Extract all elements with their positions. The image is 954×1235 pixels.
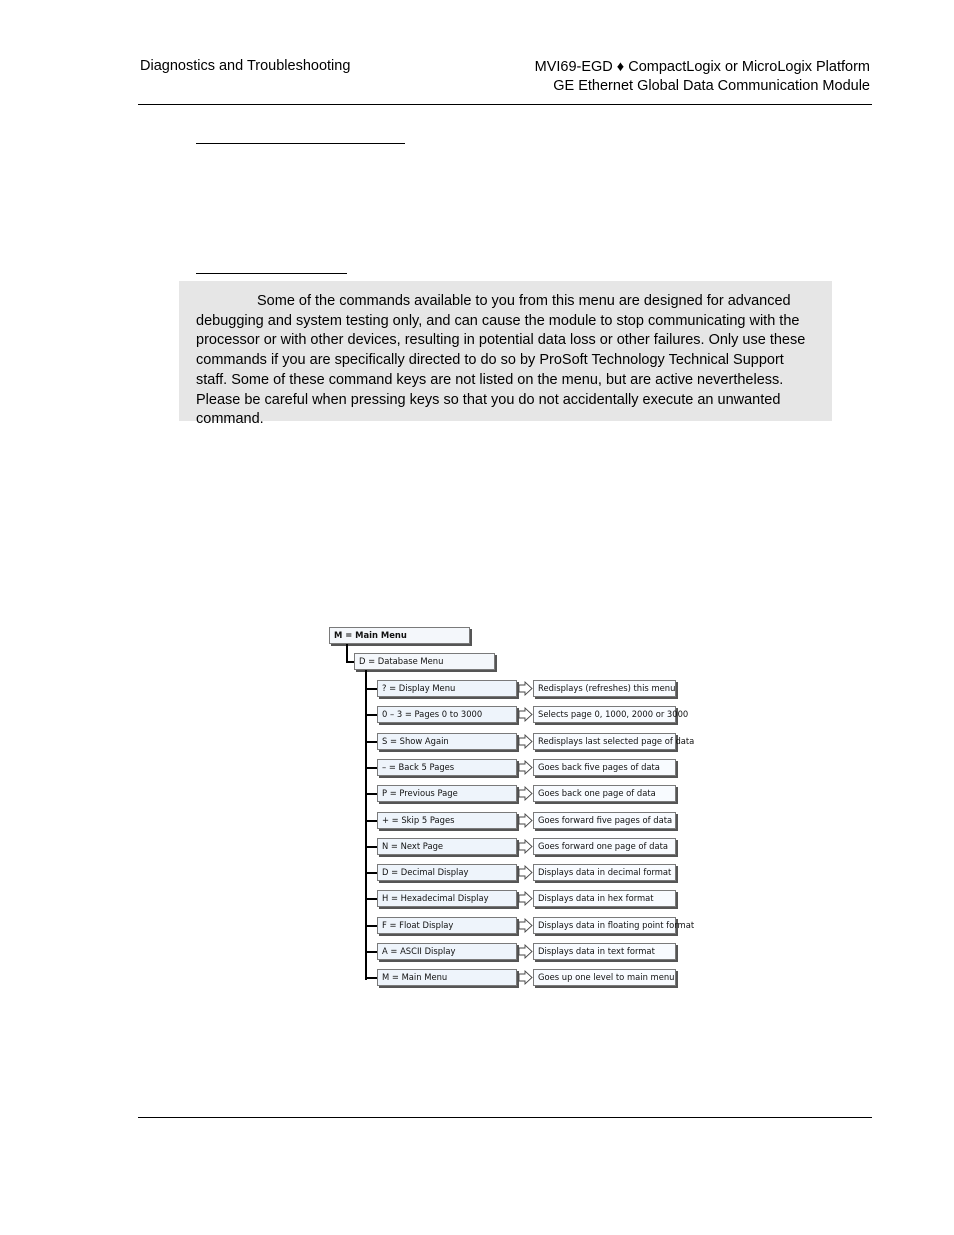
database-menu-node: D = Database Menu [354, 653, 495, 670]
command-description-node: Redisplays (refreshes) this menu [533, 680, 676, 697]
branch-line [365, 820, 377, 822]
branch-line [365, 741, 377, 743]
arrow-icon [518, 891, 533, 906]
arrow-icon [518, 760, 533, 775]
command-key-node: + = Skip 5 Pages [377, 812, 517, 829]
header-module-line: GE Ethernet Global Data Communication Module [553, 78, 870, 94]
command-description-node: Displays data in hex format [533, 890, 676, 907]
command-key-node: D = Decimal Display [377, 864, 517, 881]
command-description-node: Displays data in floating point format [533, 917, 676, 934]
branch-line [365, 793, 377, 795]
command-description-node: Displays data in text format [533, 943, 676, 960]
command-key-node: M = Main Menu [377, 969, 517, 986]
running-header-section: Diagnostics and Troubleshooting [140, 58, 351, 74]
branch-line [365, 872, 377, 874]
running-header-title [535, 58, 870, 96]
command-description-node: Goes up one level to main menu [533, 969, 676, 986]
command-key-node: P = Previous Page [377, 785, 517, 802]
branch-line [365, 925, 377, 927]
caution-underline [196, 273, 347, 274]
command-key-node: H = Hexadecimal Display [377, 890, 517, 907]
header-product-line: MVI69-EGD ♦ CompactLogix or MicroLogix Platform [534, 59, 870, 75]
connector-trunk [365, 670, 367, 980]
arrow-icon [518, 970, 533, 985]
arrow-icon [518, 734, 533, 749]
command-key-node: ? = Display Menu [377, 680, 517, 697]
arrow-icon [518, 813, 533, 828]
command-description-node: Goes back one page of data [533, 785, 676, 802]
branch-line [365, 977, 377, 979]
command-key-node: F = Float Display [377, 917, 517, 934]
arrow-icon [518, 918, 533, 933]
main-menu-node: M = Main Menu [329, 627, 470, 644]
branch-line [365, 688, 377, 690]
command-key-node: – = Back 5 Pages [377, 759, 517, 776]
command-key-node: S = Show Again [377, 733, 517, 750]
command-key-node: N = Next Page [377, 838, 517, 855]
arrow-icon [518, 944, 533, 959]
command-key-node: A = ASCII Display [377, 943, 517, 960]
branch-line [365, 767, 377, 769]
database-menu-diagram [325, 622, 695, 998]
caution-text: Some of the commands available to you from this menu are designed for advanced debugging and system testing only, and can cause the module to stop communicating with the processor or with other devices, resulting in potential data loss or other failures. Only use these commands if you are specifically directed to do so by ProSoft Technology Technical Support staff. Some of these command keys are not listed on the menu, but are active nevertheless. Please be careful when pressing keys so that you do not accidentally execute an unwanted command. [196, 293, 806, 428]
arrow-icon [518, 865, 533, 880]
caution-notice [179, 281, 832, 428]
branch-line [365, 951, 377, 953]
command-description-node: Goes forward one page of data [533, 838, 676, 855]
branch-line [365, 898, 377, 900]
arrow-icon [518, 786, 533, 801]
header-rule [138, 104, 872, 105]
arrow-icon [518, 681, 533, 696]
branch-line [365, 846, 377, 848]
arrow-icon [518, 839, 533, 854]
command-key-node: 0 – 3 = Pages 0 to 3000 [377, 706, 517, 723]
arrow-icon [518, 707, 533, 722]
heading-underline [196, 143, 405, 144]
command-description-node: Goes back five pages of data [533, 759, 676, 776]
command-description-node: Goes forward five pages of data [533, 812, 676, 829]
command-description-node: Selects page 0, 1000, 2000 or 3000 [533, 706, 676, 723]
connector-line [346, 661, 354, 663]
branch-line [365, 714, 377, 716]
footer-rule [138, 1117, 872, 1118]
command-description-node: Redisplays last selected page of data [533, 733, 676, 750]
command-description-node: Displays data in decimal format [533, 864, 676, 881]
